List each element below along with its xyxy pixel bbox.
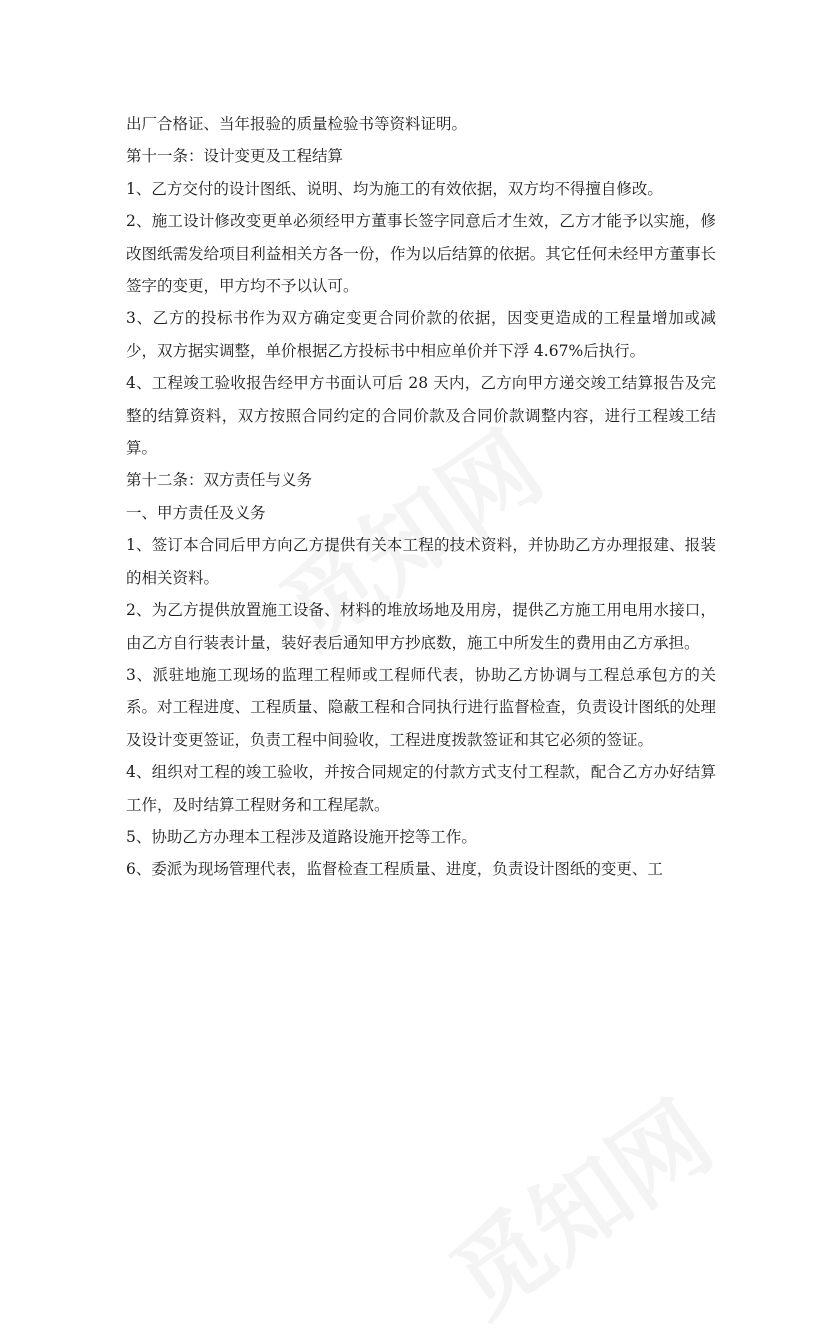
paragraph-party-a-item-4: 4、组织对工程的竣工验收，并按合同规定的付款方式支付工程款，配合乙方办好结算工作，及时结算工程财务和工程尾款。 — [126, 763, 716, 814]
subsection-heading-party-a: 一、甲方责任及义务 — [126, 503, 266, 522]
paragraph-article-11-item-4: 4、工程竣工验收报告经甲方书面认可后 28 天内，乙方向甲方递交竣工结算报告及完整的结算资料，双方按照合同约定的合同价款及合同价款调整内容，进行工程竣工结算。 — [126, 374, 716, 458]
paragraph-party-a-item-2: 2、为乙方提供放置施工设备、材料的堆放场地及用房，提供乙方施工用电用水接口，由乙方自行装表计量，装好表后通知甲方抄底数，施工中所发生的费用由乙方承担。 — [126, 601, 716, 652]
paragraph-party-a-item-1: 1、签订本合同后甲方向乙方提供有关本工程的技术资料，并协助乙方办理报建、报装的相关资料。 — [126, 536, 716, 587]
paragraph-party-a-item-3: 3、派驻地施工现场的监理工程师或工程师代表，协助乙方协调与工程总承包方的关系。对工程进度、工程质量、隐蔽工程和合同执行进行监督检查，负责设计图纸的处理及设计变更签证，负责工程中间验收，工程进度拨款签证和其它必须的签证。 — [126, 665, 716, 749]
paragraph-party-a-item-6: 6、委派为现场管理代表，监督检查工程质量、进度，负责设计图纸的变更、工 — [126, 860, 663, 879]
paragraph-certificate-note: 出厂合格证、当年报验的质量检验书等资料证明。 — [126, 115, 468, 133]
watermark-bottom — [420, 1065, 734, 1342]
section-heading-article-11: 第十一条：设计变更及工程结算 — [126, 147, 344, 166]
paragraph-article-11-item-3: 3、乙方的投标书作为双方确定变更合同价款的依据，因变更造成的工程量增加或减少，双方据实调整，单价根据乙方投标书中相应单价并下浮 4.67%后执行。 — [126, 309, 716, 360]
document-body — [126, 108, 716, 886]
paragraph-article-11-item-2: 2、施工设计修改变更单必须经甲方董事长签字同意后才生效，乙方才能予以实施，修改图纸需发给项目利益相关方各一份，作为以后结算的依据。其它任何未经甲方董事长签字的变更，甲方均不予以认可。 — [126, 212, 716, 296]
paragraph-article-11-item-1: 1、乙方交付的设计图纸、说明、均为施工的有效依据，双方均不得擅自修改。 — [126, 179, 663, 198]
section-heading-article-12: 第十二条：双方责任与义务 — [126, 471, 313, 490]
paragraph-party-a-item-5: 5、协助乙方办理本工程涉及道路设施开挖等工作。 — [126, 827, 477, 846]
